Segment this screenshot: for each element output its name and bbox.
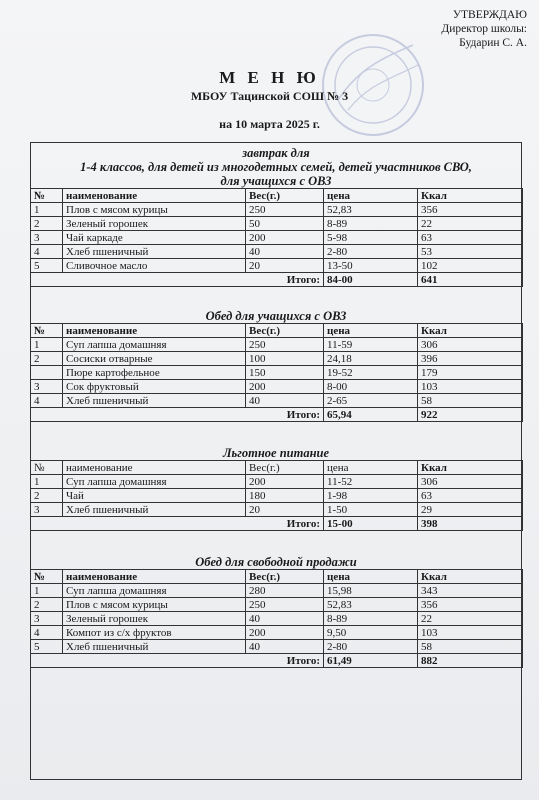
- section-free-sale: [30, 555, 522, 668]
- row-number: 2: [31, 217, 63, 231]
- section-title-line: Обед для учащихся с ОВЗ: [205, 309, 347, 323]
- dish-price: 1-98: [324, 489, 418, 503]
- table-row: [31, 217, 523, 231]
- dish-weight: 40: [246, 394, 324, 408]
- section-title-line: Льготное питание: [222, 446, 330, 460]
- dish-kcal: 29: [418, 503, 523, 517]
- menu-table: [30, 569, 523, 668]
- table-row: [31, 380, 523, 394]
- column-header: Ккал: [418, 189, 523, 203]
- column-header: Ккал: [418, 461, 523, 475]
- dish-name: Компот из с/х фруктов: [63, 626, 246, 640]
- section-title: [30, 555, 522, 569]
- dish-price: 11-59: [324, 338, 418, 352]
- dish-weight: 40: [246, 245, 324, 259]
- column-header: №: [31, 189, 63, 203]
- dish-price: 19-52: [324, 366, 418, 380]
- column-header: цена: [324, 461, 418, 475]
- row-number: 2: [31, 598, 63, 612]
- total-row: [31, 273, 523, 287]
- row-number: 5: [31, 259, 63, 273]
- total-row: [31, 408, 523, 422]
- dish-name: Чай каркаде: [63, 231, 246, 245]
- dish-kcal: 103: [418, 626, 523, 640]
- menu-table: [30, 460, 523, 531]
- table-row: [31, 259, 523, 273]
- section-title-line: Обед для свободной продажи: [195, 555, 357, 569]
- table-row: [31, 366, 523, 380]
- dish-kcal: 58: [418, 394, 523, 408]
- dish-name: Сок фруктовый: [63, 380, 246, 394]
- dish-name: Суп лапша домашняя: [63, 475, 246, 489]
- dish-weight: 50: [246, 217, 324, 231]
- row-number: 3: [31, 380, 63, 394]
- table-row: [31, 394, 523, 408]
- table-row: [31, 475, 523, 489]
- column-header: наименование: [63, 461, 246, 475]
- row-number: 2: [31, 489, 63, 503]
- column-header: Вес(г.): [246, 570, 324, 584]
- approval-block: [441, 8, 527, 50]
- total-kcal: 882: [418, 654, 523, 668]
- dish-name: Суп лапша домашняя: [63, 584, 246, 598]
- table-row: [31, 612, 523, 626]
- column-header: наименование: [63, 570, 246, 584]
- section-title: [30, 146, 522, 188]
- column-header: Ккал: [418, 324, 523, 338]
- total-kcal: 641: [418, 273, 523, 287]
- dish-weight: 20: [246, 503, 324, 517]
- column-header: Вес(г.): [246, 324, 324, 338]
- dish-weight: 100: [246, 352, 324, 366]
- approval-title: УТВЕРЖДАЮ: [452, 9, 527, 21]
- row-number: 3: [31, 231, 63, 245]
- dish-name: Сливочное масло: [63, 259, 246, 273]
- dish-kcal: 22: [418, 217, 523, 231]
- dish-kcal: 356: [418, 598, 523, 612]
- section-title: [30, 309, 522, 323]
- dish-weight: 250: [246, 598, 324, 612]
- row-number: 1: [31, 584, 63, 598]
- dish-kcal: 343: [418, 584, 523, 598]
- table-row: [31, 245, 523, 259]
- menu-table: [30, 323, 523, 422]
- column-header: №: [31, 570, 63, 584]
- column-header: Вес(г.): [246, 461, 324, 475]
- section-title: [30, 446, 522, 460]
- dish-price: 9,50: [324, 626, 418, 640]
- column-header: Ккал: [418, 570, 523, 584]
- dish-name: Сосиски отварные: [63, 352, 246, 366]
- dish-kcal: 63: [418, 489, 523, 503]
- table-row: [31, 584, 523, 598]
- dish-kcal: 356: [418, 203, 523, 217]
- dish-price: 8-00: [324, 380, 418, 394]
- table-header-row: [31, 324, 523, 338]
- row-number: 3: [31, 503, 63, 517]
- total-price: 61,49: [324, 654, 418, 668]
- section-breakfast: [30, 146, 522, 287]
- dish-weight: 250: [246, 338, 324, 352]
- total-label: Итого:: [31, 654, 324, 668]
- dish-name: Плов с мясом курицы: [63, 598, 246, 612]
- row-number: 1: [31, 475, 63, 489]
- row-number: 4: [31, 245, 63, 259]
- dish-price: 8-89: [324, 217, 418, 231]
- total-label: Итого:: [31, 517, 324, 531]
- dish-price: 11-52: [324, 475, 418, 489]
- table-header-row: [31, 461, 523, 475]
- approval-position: Директор школы:: [441, 23, 527, 35]
- dish-weight: 200: [246, 231, 324, 245]
- dish-price: 52,83: [324, 203, 418, 217]
- dish-price: 5-98: [324, 231, 418, 245]
- row-number: [31, 366, 63, 380]
- total-row: [31, 517, 523, 531]
- column-header: цена: [324, 570, 418, 584]
- column-header: №: [31, 324, 63, 338]
- dish-kcal: 53: [418, 245, 523, 259]
- dish-name: Чай: [63, 489, 246, 503]
- dish-price: 15,98: [324, 584, 418, 598]
- dish-name: Зеленый горошек: [63, 217, 246, 231]
- dish-name: Хлеб пшеничный: [63, 503, 246, 517]
- school-name: МБОУ Тацинской СОШ № 3: [190, 89, 349, 103]
- dish-kcal: 58: [418, 640, 523, 654]
- dish-kcal: 63: [418, 231, 523, 245]
- row-number: 4: [31, 394, 63, 408]
- total-price: 15-00: [324, 517, 418, 531]
- dish-name: Суп лапша домашняя: [63, 338, 246, 352]
- table-header-row: [31, 189, 523, 203]
- total-label: Итого:: [31, 273, 324, 287]
- total-row: [31, 654, 523, 668]
- column-header: цена: [324, 189, 418, 203]
- table-row: [31, 640, 523, 654]
- total-kcal: 922: [418, 408, 523, 422]
- table-row: [31, 231, 523, 245]
- column-header: цена: [324, 324, 418, 338]
- table-row: [31, 626, 523, 640]
- dish-weight: 150: [246, 366, 324, 380]
- dish-weight: 40: [246, 640, 324, 654]
- dish-weight: 200: [246, 475, 324, 489]
- dish-weight: 200: [246, 626, 324, 640]
- section-title-line: завтрак для: [242, 146, 310, 160]
- dish-weight: 280: [246, 584, 324, 598]
- dish-price: 52,83: [324, 598, 418, 612]
- dish-price: 8-89: [324, 612, 418, 626]
- dish-weight: 40: [246, 612, 324, 626]
- table-row: [31, 489, 523, 503]
- section-lunch-ovz: [30, 309, 522, 422]
- dish-price: 13-50: [324, 259, 418, 273]
- table-header-row: [31, 570, 523, 584]
- menu-date: на 10 марта 2025 г.: [219, 117, 320, 131]
- dish-name: Плов с мясом курицы: [63, 203, 246, 217]
- row-number: 1: [31, 203, 63, 217]
- approval-name: Бударин С. А.: [459, 37, 527, 49]
- total-kcal: 398: [418, 517, 523, 531]
- dish-weight: 20: [246, 259, 324, 273]
- section-subsidized: [30, 446, 522, 531]
- total-label: Итого:: [31, 408, 324, 422]
- dish-kcal: 102: [418, 259, 523, 273]
- dish-price: 2-80: [324, 640, 418, 654]
- table-row: [31, 203, 523, 217]
- row-number: 2: [31, 352, 63, 366]
- row-number: 5: [31, 640, 63, 654]
- dish-price: 2-65: [324, 394, 418, 408]
- dish-weight: 180: [246, 489, 324, 503]
- total-price: 84-00: [324, 273, 418, 287]
- dish-kcal: 306: [418, 475, 523, 489]
- total-price: 65,94: [324, 408, 418, 422]
- dish-kcal: 306: [418, 338, 523, 352]
- dish-kcal: 103: [418, 380, 523, 394]
- section-title-line: для учащихся с ОВЗ: [220, 174, 332, 188]
- menu-title: М Е Н Ю: [219, 68, 320, 87]
- dish-name: Хлеб пшеничный: [63, 640, 246, 654]
- table-row: [31, 503, 523, 517]
- dish-weight: 200: [246, 380, 324, 394]
- dish-name: Хлеб пшеничный: [63, 394, 246, 408]
- column-header: №: [31, 461, 63, 475]
- dish-price: 1-50: [324, 503, 418, 517]
- column-header: Вес(г.): [246, 189, 324, 203]
- row-number: 1: [31, 338, 63, 352]
- column-header: наименование: [63, 324, 246, 338]
- dish-kcal: 179: [418, 366, 523, 380]
- menu-table: [30, 188, 523, 287]
- dish-price: 24,18: [324, 352, 418, 366]
- dish-name: Хлеб пшеничный: [63, 245, 246, 259]
- row-number: 3: [31, 612, 63, 626]
- table-row: [31, 352, 523, 366]
- column-header: наименование: [63, 189, 246, 203]
- table-row: [31, 338, 523, 352]
- dish-weight: 250: [246, 203, 324, 217]
- dish-name: Пюре картофельное: [63, 366, 246, 380]
- dish-kcal: 396: [418, 352, 523, 366]
- dish-name: Зеленый горошек: [63, 612, 246, 626]
- row-number: 4: [31, 626, 63, 640]
- section-title-line: 1-4 классов, для детей из многодетных семей, детей участников СВО,: [80, 160, 472, 174]
- dish-price: 2-80: [324, 245, 418, 259]
- dish-kcal: 22: [418, 612, 523, 626]
- table-row: [31, 598, 523, 612]
